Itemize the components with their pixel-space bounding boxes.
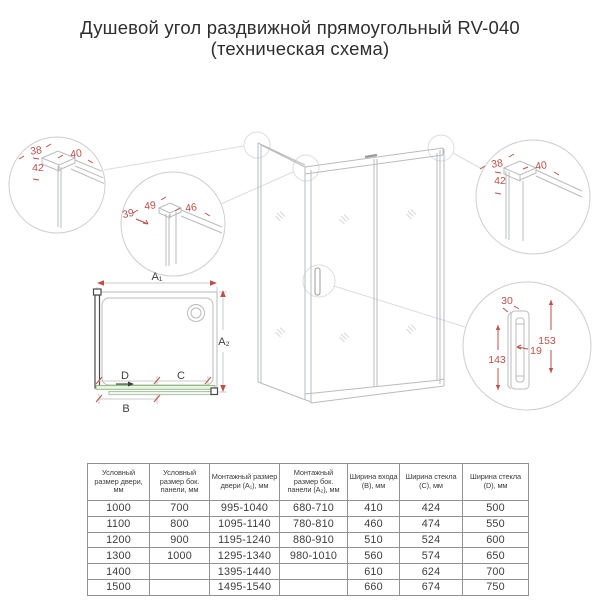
table-cell: 1495-1540 [210,579,280,595]
dim-40: 40 [534,159,548,173]
isometric-view [258,143,444,403]
table-cell: 1500 [88,579,150,595]
size-table-body [88,501,529,596]
table-cell: 1100 [88,516,150,532]
table-cell [150,579,210,595]
dim-153: 153 [538,335,556,347]
table-cell: 574 [400,548,463,564]
table-cell: 700 [463,564,529,580]
roller-bracket [365,155,377,157]
column-header: Монтажный размер бок. панели (A₂), мм [280,464,348,501]
table-cell: 700 [150,501,210,517]
size-table-header [88,464,529,501]
plan-label-b: B [122,403,130,415]
column-header: Ширина входа (B), мм [348,464,400,501]
table-cell: 1400 [88,564,150,580]
plan-label-a1: A₁ [151,271,163,283]
column-header: Условный размер бок. панели, мм [150,464,210,501]
column-header: Монтажный размер двери (A₁), мм [210,464,280,501]
dim-38: 38 [29,144,43,158]
column-header: Ширина стекла (C), мм [400,464,463,501]
table-cell: 524 [400,532,463,548]
table-cell: 674 [400,579,463,595]
table-cell: 680-710 [280,501,348,517]
table-cell: 560 [348,548,400,564]
table-cell: 660 [348,579,400,595]
table-row [88,564,529,580]
plan-side-panel [95,295,100,388]
plan-drain [188,305,205,322]
dim-42: 42 [32,162,44,174]
table-cell: 474 [400,516,463,532]
table-cell: 460 [348,516,400,532]
column-header: Ширина стекла (D), мм [463,464,529,501]
table-cell: 995-1040 [210,501,280,517]
detail-circle-handle [463,282,591,410]
table-cell [280,564,348,580]
glass-sparkle-icon [276,210,417,343]
table-cell: 610 [348,564,400,580]
detail-circle-top-left [9,137,118,233]
table-cell: 424 [400,501,463,517]
plan-wall-profile [211,388,218,395]
dim-46: 46 [184,201,198,215]
table-cell: 410 [348,501,400,517]
table-cell: 1000 [88,501,150,517]
dim-143: 143 [488,354,506,366]
table-row [88,579,529,595]
dim-40: 40 [69,147,83,161]
dim-49: 49 [143,199,157,213]
table-cell: 1195-1240 [210,532,280,548]
table-row [88,532,529,548]
page-title [0,17,600,60]
table-cell: 600 [463,532,529,548]
table-cell: 1295-1340 [210,548,280,564]
dim-39: 39 [121,206,136,222]
page-title-line1: Душевой угол раздвижной прямоугольный RV-040 [80,17,520,38]
table-cell [150,564,210,580]
size-table [87,463,529,596]
table-cell: 800 [150,516,210,532]
detail-circle-mid-left [121,172,225,276]
dim-30: 30 [501,295,513,307]
table-row [88,548,529,564]
column-header: Условный размер двери, мм [88,464,150,501]
table-row [88,501,529,517]
page-title-line2: (техническая схема) [210,38,390,60]
table-row [88,516,529,532]
table-cell: 900 [150,532,210,548]
dim-19: 19 [530,345,542,357]
table-cell: 1095-1140 [210,516,280,532]
plan-glass-panel-strip [109,392,213,395]
table-cell: 510 [348,532,400,548]
table-cell: 624 [400,564,463,580]
table-cell [280,579,348,595]
table-cell: 750 [463,579,529,595]
plan-label-d: D [121,370,129,382]
table-cell: 500 [463,501,529,517]
table-cell: 650 [463,548,529,564]
table-cell: 1300 [88,548,150,564]
table-cell: 980-1010 [280,548,348,564]
plan-glass-door-strip [96,386,215,390]
table-cell: 1000 [150,548,210,564]
plan-shower-tray [102,298,213,385]
dim-42: 42 [494,175,506,187]
detail-circle-top-right [476,140,590,254]
table-cell: 1395-1440 [210,564,280,580]
table-cell: 550 [463,516,529,532]
size-table-container [87,463,528,596]
plan-view [94,271,230,415]
table-cell: 780-810 [280,516,348,532]
plan-label-c: C [177,370,185,382]
plan-label-a2: A₂ [218,336,230,348]
dim-38: 38 [490,157,504,171]
door-handle [315,268,320,295]
table-cell: 880-910 [280,532,348,548]
technical-drawing [0,118,600,462]
table-cell: 1200 [88,532,150,548]
